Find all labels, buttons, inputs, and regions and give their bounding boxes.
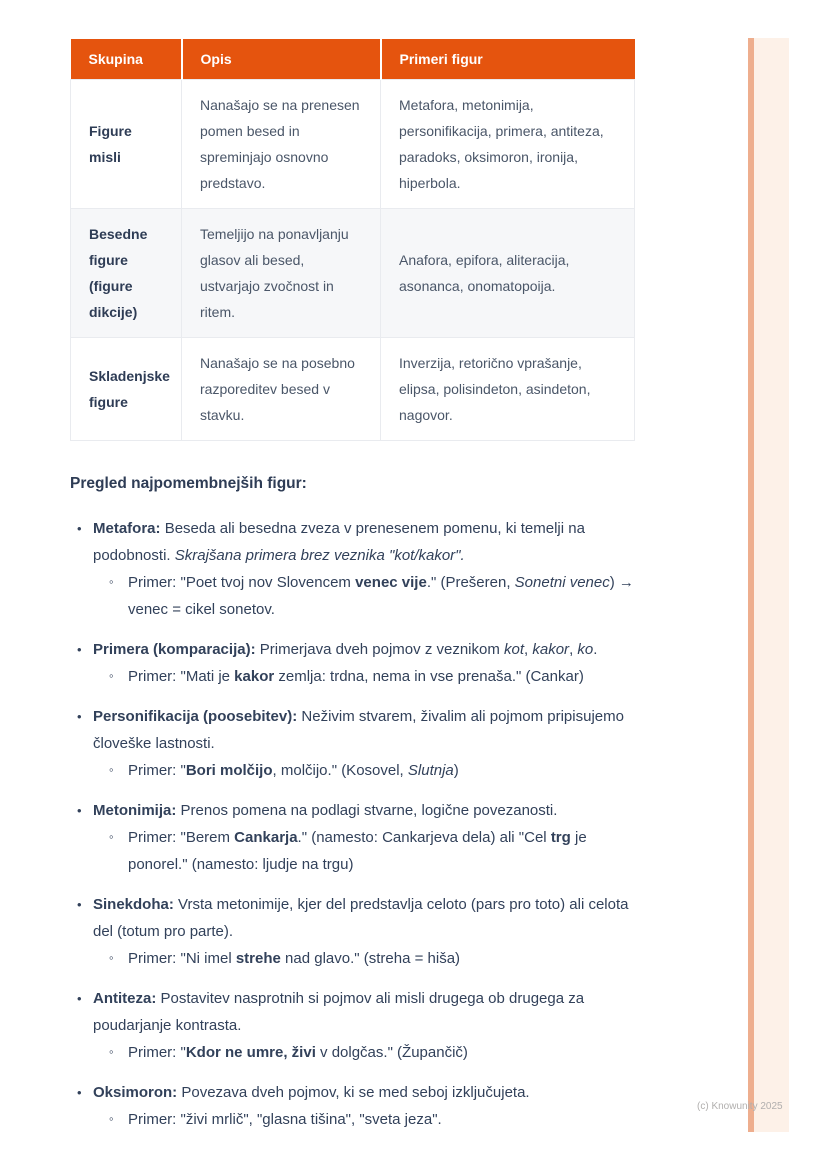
figure-example [70,1106,634,1133]
page-edge-stripe-line [748,38,754,1132]
figure-example-text: Primer: "Poet tvoj nov Slovencem venec vije." (Prešeren, Sonetni venec) → venec = cikel sonetov. [128,574,634,618]
figure-definition-text: Sinekdoha: Vrsta metonimije, kjer del predstavlja celoto (pars pro toto) ali celota del (totum pro parte). [93,896,629,940]
bullet-icon: • [77,803,82,818]
column-header-skupina: Skupina [71,39,182,80]
list-item-primera [70,636,634,690]
figure-definition [70,1079,634,1106]
circle-bullet-icon: ◦ [109,1111,114,1126]
circle-bullet-icon: ◦ [109,668,114,683]
figure-example [70,945,634,972]
figure-example [70,569,634,623]
circle-bullet-icon: ◦ [109,1044,114,1059]
figure-example [70,757,634,784]
figure-example [70,824,634,878]
bullet-icon: • [77,1085,82,1100]
column-header-opis: Opis [182,39,381,80]
circle-bullet-icon: ◦ [109,950,114,965]
circle-bullet-icon: ◦ [109,762,114,777]
table-row [71,338,635,441]
table-row [71,80,635,209]
figure-definition-text: Metonimija: Prenos pomena na podlagi stvarne, logične povezanosti. [93,802,558,819]
page-edge-stripe-band [754,38,789,1132]
column-header-primeri-figur: Primeri figur [381,39,635,80]
figure-example-text: Primer: "Mati je kakor zemlja: trdna, nema in vse prenaša." (Cankar) [128,668,584,685]
bullet-icon: • [77,521,82,536]
table-header-row [71,39,635,80]
bullet-icon: • [77,709,82,724]
list-item-metonimija [70,797,634,878]
list-item-sinekdoha [70,891,634,972]
figure-example-text: Primer: "Bori molčijo, molčijo." (Kosovel, Slutnja) [128,762,459,779]
cell-skupina: Skladenjske figure [71,338,182,441]
list-item-metafora [70,515,634,623]
figure-definition-text: Oksimoron: Povezava dveh pojmov, ki se med seboj izključujeta. [93,1084,530,1101]
copyright-notice: (c) Knowunity 2025 [697,1101,783,1112]
cell-opis: Nanašajo se na prenesen pomen besed in spreminjajo osnovno predstavo. [182,80,381,209]
circle-bullet-icon: ◦ [109,829,114,844]
figure-definition-text: Personifikacija (poosebitev): Neživim stvarem, živalim ali pojmom pripisujemo človeške lastnosti. [93,708,624,752]
document-content [70,39,634,1146]
cell-primeri: Inverzija, retorično vprašanje, elipsa, polisindeton, asindeton, nagovor. [381,338,635,441]
figure-definition-text: Metafora: Beseda ali besedna zveza v prenesenem pomenu, ki temelji na podobnosti. Skrajšana primera brez veznika "kot/kakor". [93,520,585,564]
figure-definition [70,985,634,1039]
cell-opis: Nanašajo se na posebno razporeditev besed v stavku. [182,338,381,441]
bullet-icon: • [77,897,82,912]
table-row [71,209,635,338]
figure-definition [70,515,634,569]
figure-definition-text: Antiteza: Postavitev nasprotnih si pojmov ali misli drugega ob drugega za poudarjanje kontrasta. [93,990,585,1034]
figure-definition [70,797,634,824]
figure-example [70,663,634,690]
figure-definition [70,703,634,757]
section-heading: Pregled najpomembnejših figur: [70,475,307,492]
figure-example [70,1039,634,1066]
figure-definition [70,891,634,945]
cell-primeri: Metafora, metonimija, personifikacija, primera, antiteza, paradoks, oksimoron, ironija, hiperbola. [381,80,635,209]
list-item-personifikacija [70,703,634,784]
figures-list [70,515,634,1133]
figure-example-text: Primer: "Berem Cankarja." (namesto: Cankarjeva dela) ali "Cel trg je ponorel." (namesto: ljudje na trgu) [128,829,587,873]
list-item-antiteza [70,985,634,1066]
figure-example-text: Primer: "živi mrlič", "glasna tišina", "sveta jeza". [128,1111,442,1128]
figure-example-text: Primer: "Ni imel strehe nad glavo." (streha = hiša) [128,950,461,967]
cell-skupina: Figure misli [71,80,182,209]
figure-definition [70,636,634,663]
figure-example-text: Primer: "Kdor ne umre, živi v dolgčas." (Župančič) [128,1044,468,1061]
figures-groups-table [70,39,635,441]
cell-opis: Temeljijo na ponavljanju glasov ali besed, ustvarjajo zvočnost in ritem. [182,209,381,338]
cell-primeri: Anafora, epifora, aliteracija, asonanca, onomatopoija. [381,209,635,338]
bullet-icon: • [77,991,82,1006]
cell-skupina: Besedne figure (figure dikcije) [71,209,182,338]
figure-definition-text: Primera (komparacija): Primerjava dveh pojmov z veznikom kot, kakor, ko. [93,641,598,658]
circle-bullet-icon: ◦ [109,574,114,589]
bullet-icon: • [77,642,82,657]
list-item-oksimoron [70,1079,634,1133]
